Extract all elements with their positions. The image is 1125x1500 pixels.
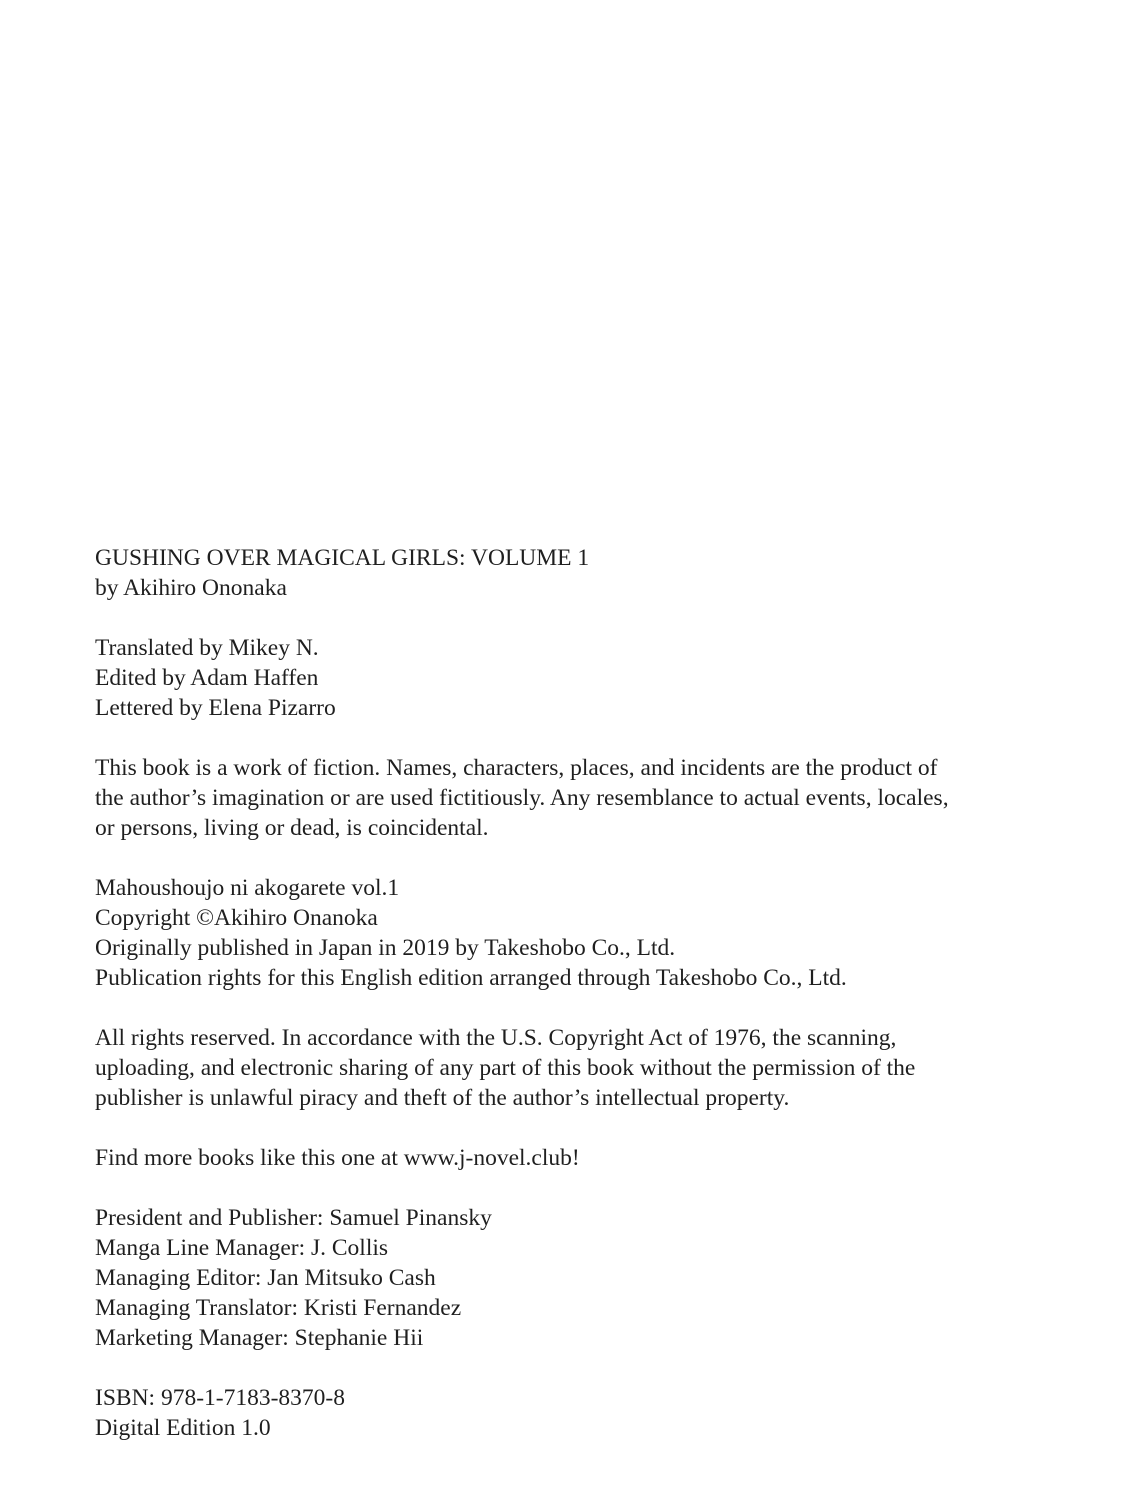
staff-item: Managing Editor: Jan Mitsuko Cash (95, 1265, 436, 1291)
staff-item: President and Publisher: Samuel Pinansky (95, 1205, 492, 1231)
credits-group (95, 633, 1055, 723)
editor-credit: Edited by Adam Haffen (95, 665, 319, 691)
rights-notice-line: All rights reserved. In accordance with the U.S. Copyright Act of 1976, the scanning, (95, 1025, 897, 1051)
edition-info (95, 1383, 1055, 1443)
copyright-text-block (95, 543, 1055, 1443)
fiction-notice-line: the author’s imagination or are used fictitiously. Any resemblance to actual events, locales, (95, 785, 949, 811)
isbn-line: ISBN: 978-1-7183-8370-8 (95, 1385, 345, 1411)
original-publisher-line: Originally published in Japan in 2019 by Takeshobo Co., Ltd. (95, 935, 676, 961)
rights-notice-line: uploading, and electronic sharing of any part of this book without the permission of the (95, 1055, 916, 1081)
original-title: Mahoushoujo ni akogarete vol.1 (95, 875, 400, 901)
fiction-notice-line: This book is a work of fiction. Names, characters, places, and incidents are the product of (95, 755, 938, 781)
title-group (95, 543, 1055, 603)
fiction-notice (95, 753, 1055, 843)
staff-list (95, 1203, 1055, 1353)
rights-notice (95, 1023, 1055, 1113)
staff-item: Managing Translator: Kristi Fernandez (95, 1295, 462, 1321)
publication-rights-line: Publication rights for this English edition arranged through Takeshobo Co., Ltd. (95, 965, 847, 991)
book-title: GUSHING OVER MAGICAL GIRLS: VOLUME 1 (95, 545, 590, 571)
letterer-credit: Lettered by Elena Pizarro (95, 695, 336, 721)
website-line: Find more books like this one at www.j-novel.club! (95, 1145, 580, 1171)
translator-credit: Translated by Mikey N. (95, 635, 319, 661)
book-author: by Akihiro Ononaka (95, 575, 287, 601)
digital-edition-line: Digital Edition 1.0 (95, 1415, 271, 1441)
rights-notice-line: publisher is unlawful piracy and theft of the author’s intellectual property. (95, 1085, 790, 1111)
staff-item: Marketing Manager: Stephanie Hii (95, 1325, 424, 1351)
website-group (95, 1143, 1055, 1173)
original-publication-info (95, 873, 1055, 993)
copyright-line: Copyright ©Akihiro Onanoka (95, 905, 378, 931)
staff-item: Manga Line Manager: J. Collis (95, 1235, 389, 1261)
fiction-notice-line: or persons, living or dead, is coincidental. (95, 815, 489, 841)
